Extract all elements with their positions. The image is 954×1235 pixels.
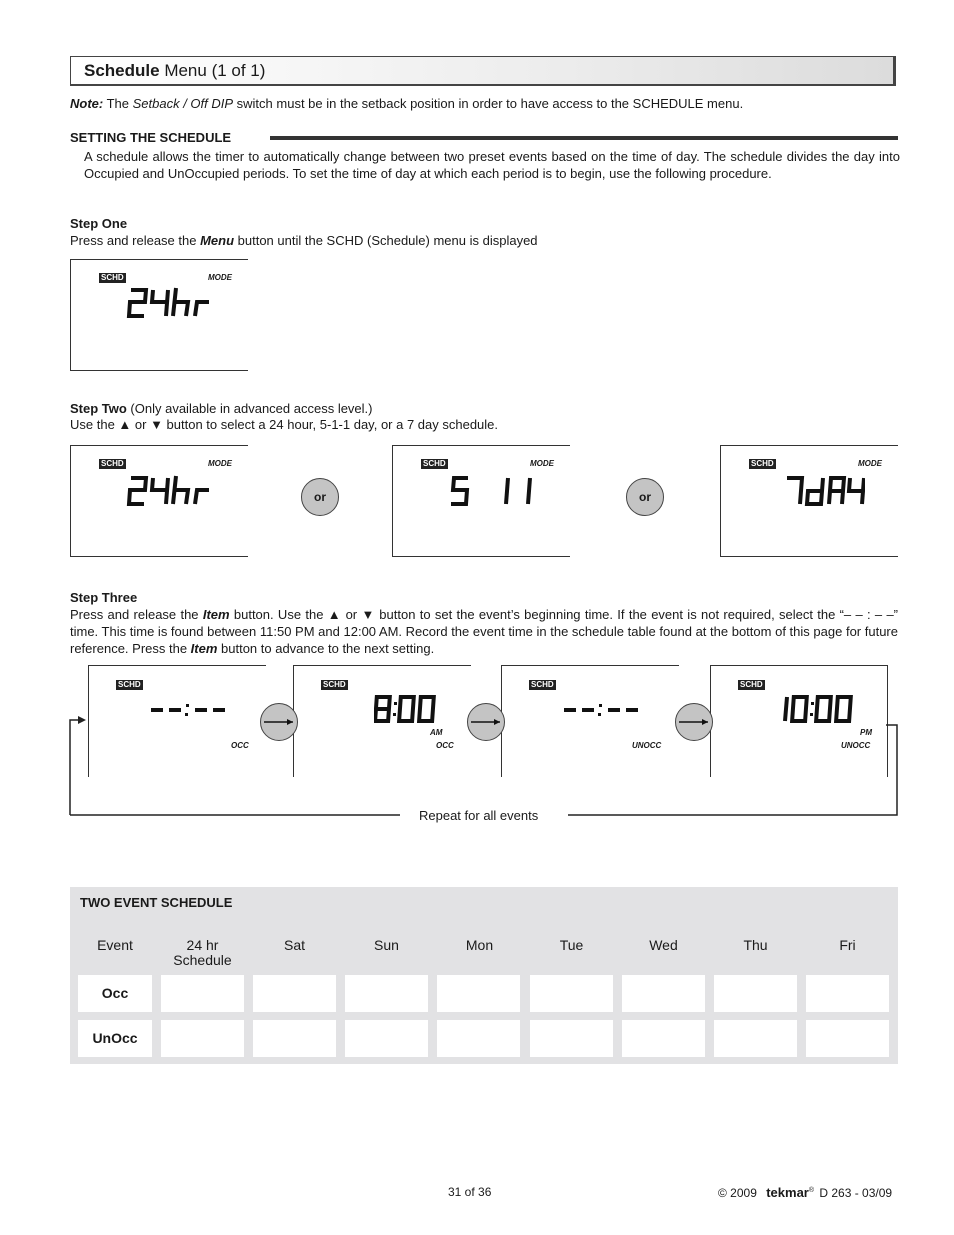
col-head-fri: Fri: [839, 937, 856, 953]
table-cell-unocc-wed: [622, 1020, 705, 1057]
table-cell-occ-sun: [345, 975, 428, 1012]
note-text-1: The: [103, 96, 133, 111]
page-title-bold: Schedule: [84, 61, 160, 80]
table-cell-unocc-tue: [530, 1020, 613, 1057]
col-head-event: Event: [97, 937, 133, 953]
occ-label: OCC: [231, 741, 249, 750]
col-head-24hr-line2: Schedule: [173, 952, 232, 968]
footer-credits: [718, 1185, 892, 1200]
step-three-text: [70, 606, 898, 657]
schedule-table-title: TWO EVENT SCHEDULE: [80, 895, 233, 910]
table-cell-occ-mon: [437, 975, 520, 1012]
mode-indicator: MODE: [208, 459, 232, 468]
step-three-title: Step Three: [70, 590, 138, 605]
step-one-text-1: Press and release the: [70, 233, 201, 248]
step-one-title: Step One: [70, 216, 128, 231]
lcd-7day-digits: [783, 474, 865, 508]
schd-indicator: SCHD: [101, 459, 124, 468]
table-cell-occ-thu: [714, 975, 797, 1012]
step-three-text-3: button to advance to the next setting.: [217, 641, 435, 656]
schd-indicator: SCHD: [118, 680, 141, 689]
step-one-display: [70, 259, 248, 371]
section-rule: [272, 136, 898, 140]
table-cell-occ-fri: [806, 975, 889, 1012]
col-head-thu: Thu: [743, 937, 768, 953]
occ-label: OCC: [436, 741, 454, 750]
table-cell-occ-24hr: [161, 975, 244, 1012]
am-indicator: AM: [430, 728, 443, 737]
or-separator-2: or: [626, 478, 664, 516]
table-cell-unocc-fri: [806, 1020, 889, 1057]
unocc-label: UNOCC: [841, 741, 871, 750]
step-three-text-2: button. Use the ▲ or ▼ button to set the event’s beginning time. If the event is not required, select the “– – : – –” time. This time is found between 11:50 PM and 12:00 AM. Record the event time in the schedule table found at the bottom of this page for future reference. Press the: [70, 607, 898, 656]
col-head-sat: Sat: [283, 937, 305, 953]
brand-logo: tekmar: [766, 1185, 809, 1200]
unocc-label: UNOCC: [632, 741, 662, 750]
step-two-subtitle: (Only available in advanced access level.): [126, 401, 373, 416]
section-title: SETTING THE SCHEDULE: [70, 130, 232, 145]
table-cell-unocc-sun: [345, 1020, 428, 1057]
table-cell-unocc-sat: [253, 1020, 336, 1057]
note-text-2: switch must be in the setback position in order to have access to the SCHEDULE menu.: [233, 96, 744, 111]
step-two-display-24hr: [70, 445, 248, 557]
table-cell-occ-tue: [530, 975, 613, 1012]
schd-indicator: SCHD: [101, 273, 124, 282]
schd-indicator: SCHD: [740, 680, 763, 689]
document-code: D 263 - 03/09: [819, 1186, 893, 1200]
page-title-rest: Menu (1 of 1): [159, 61, 266, 80]
table-cell-unocc-24hr: [161, 1020, 244, 1057]
repeat-label: Repeat for all events: [419, 808, 539, 823]
mode-indicator: MODE: [858, 459, 882, 468]
lcd-24hr-digits: [126, 286, 216, 320]
step-two-display-511: [392, 445, 570, 557]
col-head-tue: Tue: [559, 937, 584, 953]
step-two-display-7day: [720, 445, 898, 557]
registered-mark: ®: [808, 1187, 815, 1194]
step-two-text: Use the ▲ or ▼ button to select a 24 hour, 5-1-1 day, or a 7 day schedule.: [70, 417, 499, 432]
step-two-heading: [70, 400, 373, 417]
col-head-mon: Mon: [465, 937, 494, 953]
schd-indicator: SCHD: [531, 680, 554, 689]
page-title: [84, 61, 265, 81]
note-label: Note:: [70, 96, 104, 111]
schd-indicator: SCHD: [423, 459, 446, 468]
table-cell-occ-sat: [253, 975, 336, 1012]
row-label-occ: Occ: [78, 975, 152, 1012]
menu-button-name: Menu: [200, 233, 235, 248]
item-button-name: Item: [202, 607, 230, 622]
repeat-loop-line: [66, 715, 902, 821]
item-button-name: Item: [190, 641, 218, 656]
col-head-sun: Sun: [374, 937, 399, 953]
step-one-text-2: button until the SCHD (Schedule) menu is displayed: [234, 233, 538, 248]
schd-indicator: SCHD: [323, 680, 346, 689]
table-cell-occ-wed: [622, 975, 705, 1012]
table-cell-unocc-thu: [714, 1020, 797, 1057]
col-head-wed: Wed: [649, 937, 678, 953]
page-number: 31 of 36: [448, 1185, 492, 1199]
mode-indicator: MODE: [530, 459, 554, 468]
or-separator-1: or: [301, 478, 339, 516]
table-cell-unocc-mon: [437, 1020, 520, 1057]
note-switch-name: Setback / Off DIP: [132, 96, 234, 111]
step-one-text: [70, 232, 890, 249]
step-three-text-1: Press and release the: [70, 607, 203, 622]
section-intro: A schedule allows the timer to automatically change between two preset events based on the time of day. The schedule divides the day into Occupied and UnOccupied periods. To set the time of day at which each period is to begin, use the following procedure.: [84, 149, 900, 181]
mode-indicator: MODE: [208, 273, 232, 282]
schd-indicator: SCHD: [751, 459, 774, 468]
copyright: © 2009: [718, 1186, 757, 1200]
note-paragraph: [70, 95, 900, 112]
lcd-511-digits: [448, 474, 538, 508]
lcd-24hr-digits: [126, 474, 216, 508]
step-two-title: Step Two: [70, 401, 127, 416]
row-label-unocc: UnOcc: [78, 1020, 152, 1057]
col-head-24hr: [160, 938, 245, 968]
col-head-24hr-line1: 24 hr: [186, 937, 219, 953]
pm-indicator: PM: [860, 728, 872, 737]
